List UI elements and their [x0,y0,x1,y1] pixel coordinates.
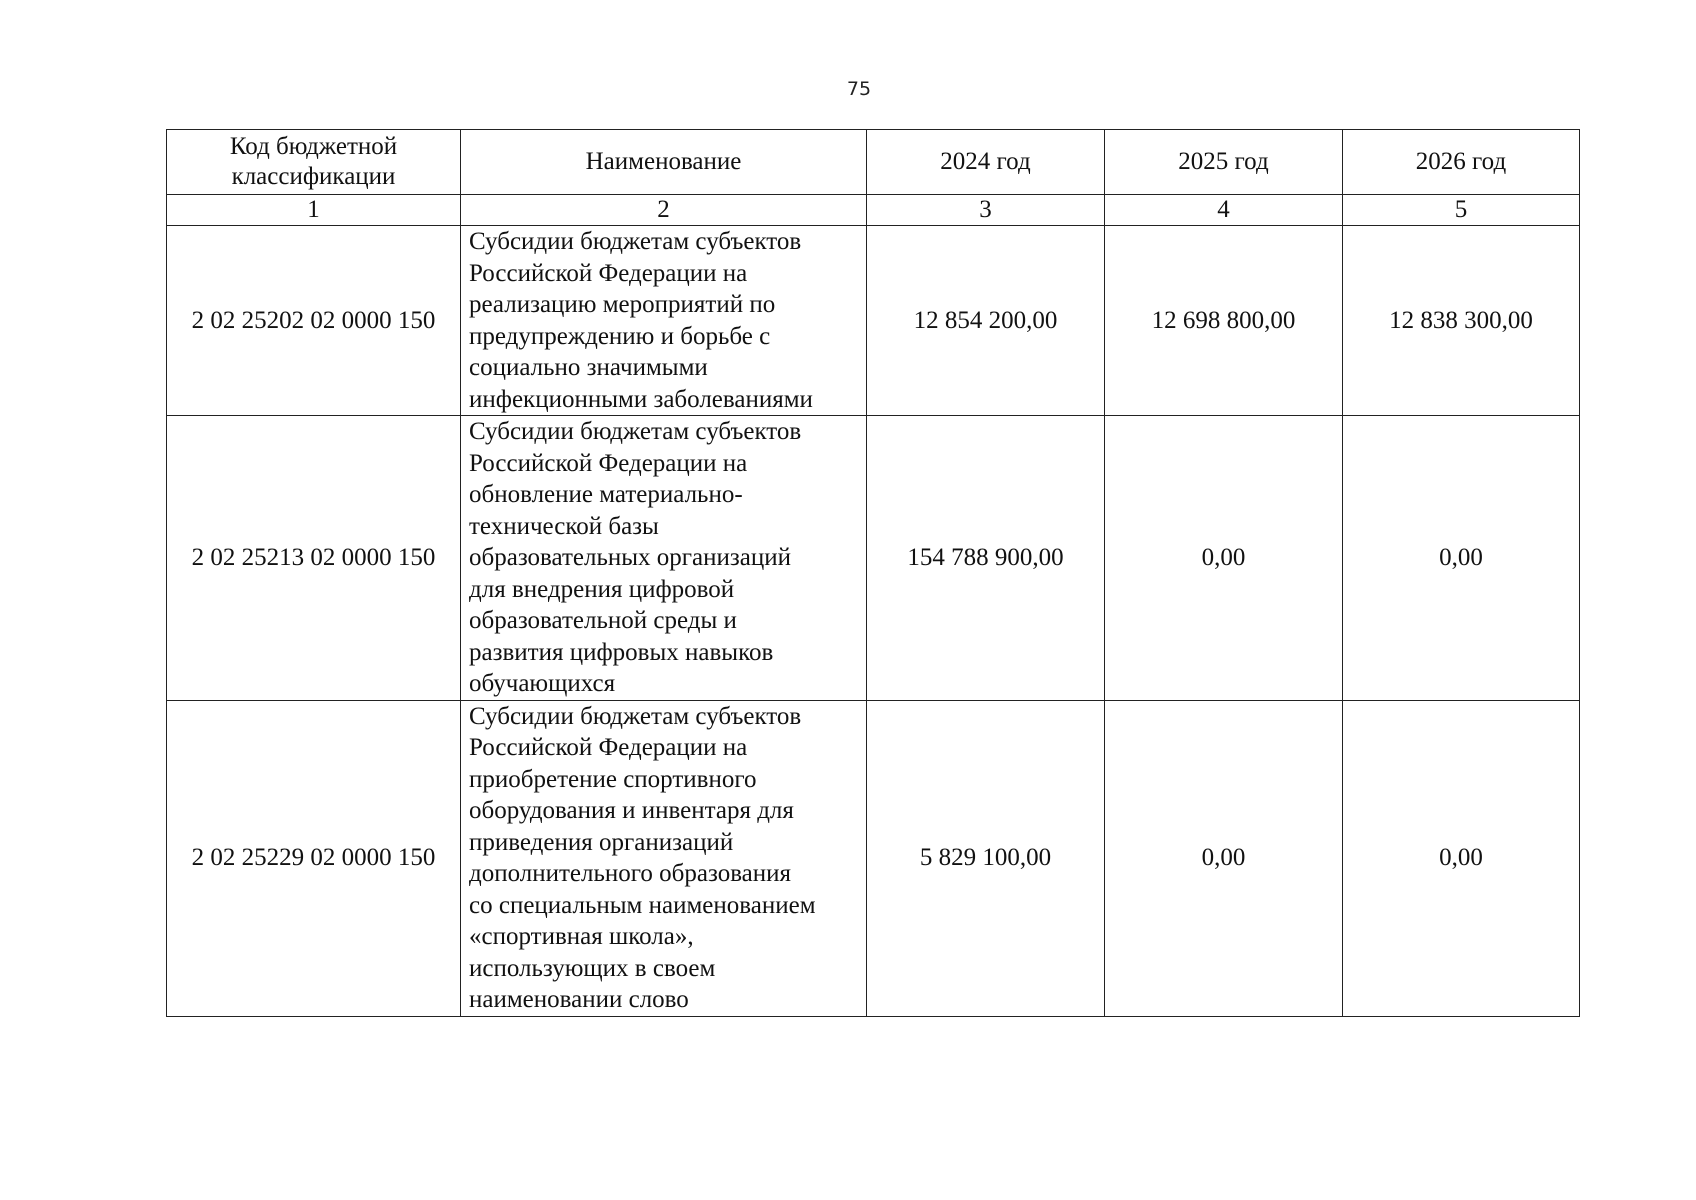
item-name: Субсидии бюджетам субъектов Российской Федерации на приобретение спортивного оборудования и инвентаря для приведения организаций дополнительного образования со специальным наименованием «спортивная школа», использующих в своем наименовании слово [461,700,867,1016]
header-2025: 2025 год [1105,130,1343,195]
amount-2026: 12 838 300,00 [1343,226,1580,416]
table-row [167,700,1580,1016]
column-number-row [167,195,1580,226]
amount-2026: 0,00 [1343,416,1580,701]
column-number: 5 [1343,195,1580,226]
header-code: Код бюджетной классификации [167,130,461,195]
column-number: 2 [461,195,867,226]
budget-code: 2 02 25229 02 0000 150 [167,700,461,1016]
item-name: Субсидии бюджетам субъектов Российской Федерации на реализацию мероприятий по предупреждению и борьбе с социально значимыми инфекционными заболеваниями [461,226,867,416]
item-name: Субсидии бюджетам субъектов Российской Федерации на обновление материально- технической базы образовательных организаций для внедрения цифровой образовательной среды и развития цифровых навыков обучающихся [461,416,867,701]
header-name: Наименование [461,130,867,195]
amount-2025: 0,00 [1105,416,1343,701]
column-number: 4 [1105,195,1343,226]
amount-2025: 12 698 800,00 [1105,226,1343,416]
budget-code: 2 02 25213 02 0000 150 [167,416,461,701]
budget-code: 2 02 25202 02 0000 150 [167,226,461,416]
column-number: 3 [867,195,1105,226]
amount-2024: 12 854 200,00 [867,226,1105,416]
amount-2026: 0,00 [1343,700,1580,1016]
budget-table [166,129,1580,1017]
table-row [167,226,1580,416]
table-row [167,416,1580,701]
column-number: 1 [167,195,461,226]
amount-2025: 0,00 [1105,700,1343,1016]
header-2026: 2026 год [1343,130,1580,195]
amount-2024: 5 829 100,00 [867,700,1105,1016]
header-2024: 2024 год [867,130,1105,195]
amount-2024: 154 788 900,00 [867,416,1105,701]
table-header-row [167,130,1580,195]
page-number: 75 [846,78,872,100]
